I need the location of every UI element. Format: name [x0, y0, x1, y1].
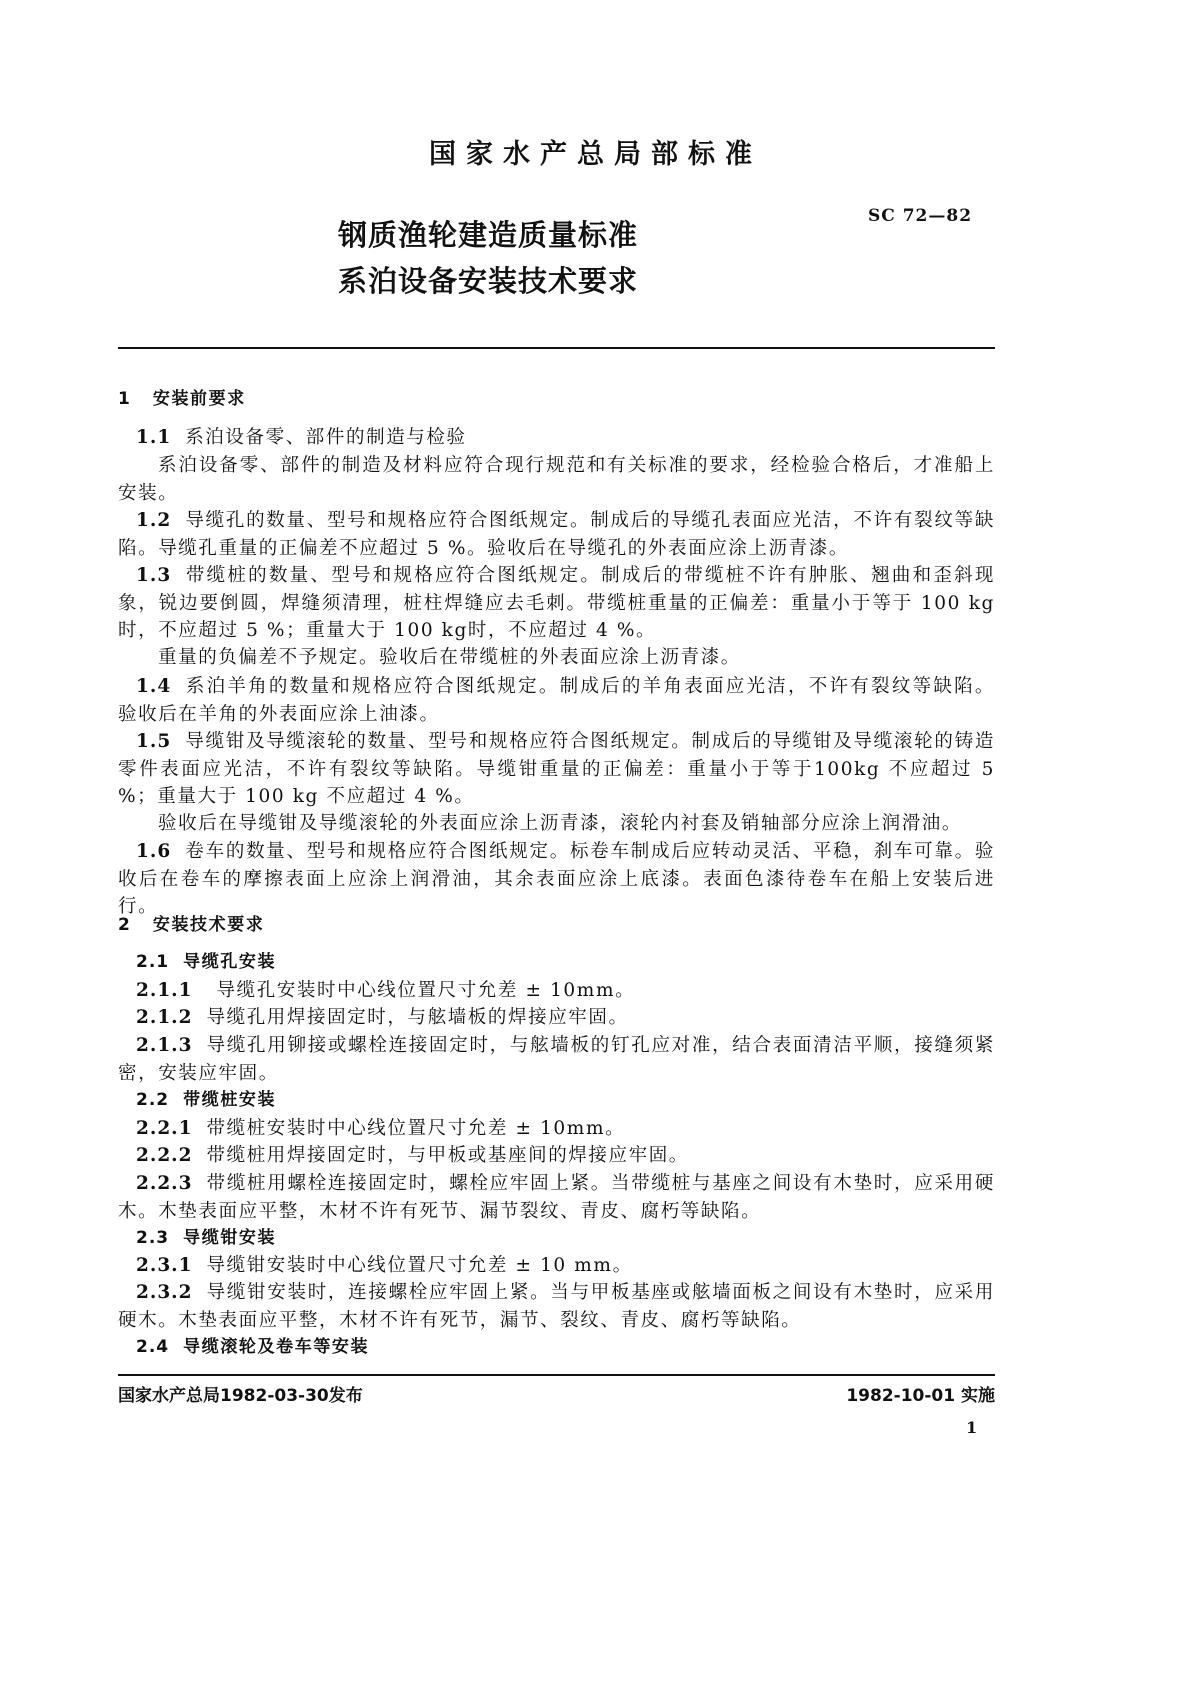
clause-number: 2.1.3: [136, 1035, 193, 1056]
clause-text: 导缆孔用铆接或螺栓连接固定时，与舷墙板的钉孔应对准，结合表面清洁平顺，接缝须紧密，安装应牢固。: [118, 1035, 995, 1084]
section-title: 安装前要求: [152, 389, 246, 409]
clause-number: 2.1.1: [136, 980, 193, 1001]
clause-text: 导缆钳安装时中心线位置尺寸允差 ± 10 mm。: [206, 1255, 633, 1276]
clause-1-1: [118, 424, 995, 452]
effective-date: 1982-10-01 实施: [846, 1386, 995, 1406]
clause-1-3-note: 重量的负偏差不予规定。验收后在带缆桩的外表面应涂上沥青漆。: [158, 647, 741, 668]
clause-text: 带缆桩用螺栓连接固定时，螺栓应牢固上紧。当带缆桩与基座之间设有木垫时，应采用硬木。木垫表面应平整，木材不许有死节、漏节裂纹、青皮、腐朽等缺陷。: [118, 1173, 995, 1222]
section-2-heading: [118, 912, 995, 940]
clause-number: 1.3: [136, 565, 172, 586]
clause-number: 2.2.2: [136, 1145, 193, 1166]
clause-text: 导缆钳安装时，连接螺栓应牢固上紧。当与甲板基座或舷墙面板之间设有木垫时，应采用硬木。木垫表面应平整，木材不许有死节，漏节、裂纹、青皮、腐朽等缺陷。: [118, 1282, 995, 1331]
clause-number: 1.4: [136, 676, 172, 697]
clause-number: 2.3.2: [136, 1282, 193, 1303]
section-number: 1: [118, 389, 131, 409]
clause-text: 带缆桩安装时中心线位置尺寸允差 ± 10mm。: [206, 1118, 626, 1139]
document-title: 钢质渔轮建造质量标准: [337, 218, 638, 252]
clause-2-2-3: [118, 1170, 995, 1225]
clause-number: 1.2: [136, 510, 172, 531]
clause-2-2-1: [118, 1115, 995, 1143]
document-subtitle: 系泊设备安装技术要求: [337, 264, 638, 298]
clause-text: 卷车的数量、型号和规格应符合图纸规定。标卷车制成后应转动灵活、平稳，刹车可靠。验收后在卷车的摩擦表面上应涂上润滑油，其余表面应涂上底漆。表面色漆待卷车在船上安装后进行。: [118, 841, 995, 917]
clause-2-1-3: [118, 1032, 995, 1087]
clause-number: 2.4: [136, 1337, 170, 1357]
clause-2-4: [118, 1334, 995, 1362]
clause-1-6: [118, 838, 995, 921]
clause-1-1-text: 系泊设备零、部件的制造及材料应符合现行规范和有关标准的要求，经检验合格后，才准船上安装。: [118, 455, 995, 504]
clause-number: 2.3.1: [136, 1255, 193, 1276]
section-1-heading: [118, 386, 995, 414]
clause-title: 带缆桩安装: [183, 1090, 277, 1110]
clause-1-2: [118, 507, 995, 562]
clause-title: 导缆钳安装: [183, 1228, 277, 1248]
clause-1-3: [118, 562, 995, 645]
footer-divider: [118, 1374, 995, 1376]
clause-title: 导缆孔安装: [183, 952, 277, 972]
clause-title: 系泊设备零、部件的制造与检验: [185, 427, 467, 448]
issuing-organization: 国家水产总局部标准: [429, 139, 762, 170]
clause-title: 导缆滚轮及卷车等安装: [183, 1337, 370, 1357]
clause-number: 2.3: [136, 1228, 170, 1248]
clause-text: 系泊羊角的数量和规格应符合图纸规定。制成后的羊角表面应光洁，不许有裂纹等缺陷。 验收后在羊角的外表面应涂上油漆。: [118, 676, 995, 725]
clause-2-1-2: [118, 1004, 995, 1032]
page-number: 1: [966, 1418, 978, 1437]
clause-number: 2.2.3: [136, 1173, 193, 1194]
clause-number: 1.6: [136, 841, 172, 862]
issue-date: 国家水产总局1982-03-30发布: [118, 1386, 363, 1406]
clause-text: 导缆孔的数量、型号和规格应符合图纸规定。制成后的导缆孔表面应光洁，不许有裂纹等缺陷。导缆孔重量的正偏差不应超过 5 %。验收后在导缆孔的外表面应涂上沥青漆。: [118, 510, 995, 559]
standard-code: SC 72—82: [868, 206, 973, 226]
clause-2-1: [118, 949, 995, 977]
clause-number: 2.1.2: [136, 1007, 193, 1028]
clause-number: 1.5: [136, 731, 172, 752]
clause-2-3-2: [118, 1279, 995, 1334]
clause-number: 1.1: [136, 427, 172, 448]
clause-text: 带缆桩用焊接固定时，与甲板或基座间的焊接应牢固。: [206, 1145, 689, 1166]
clause-1-4: [118, 673, 995, 728]
clause-2-2: [118, 1087, 995, 1115]
clause-1-5-note: 验收后在导缆钳及导缆滚轮的外表面应涂上沥青漆，滚轮内衬套及销轴部分应涂上润滑油。: [158, 813, 963, 834]
clause-text: 导缆孔安装时中心线位置尺寸允差 ± 10mm。: [216, 980, 636, 1001]
clause-text: 导缆孔用焊接固定时，与舷墙板的焊接应牢固。: [206, 1007, 629, 1028]
clause-text: 导缆钳及导缆滚轮的数量、型号和规格应符合图纸规定。制成后的导缆钳及导缆滚轮的铸造零件表面应光洁，不许有裂纹等缺陷。导缆钳重量的正偏差：重量小于等于100kg 不应超过 5 %；重量大于 100 kg 不应超过 4 %。: [118, 731, 995, 807]
clause-number: 2.2: [136, 1090, 170, 1110]
clause-2-3: [118, 1225, 995, 1253]
header-divider: [118, 347, 995, 349]
clause-2-1-1: [118, 977, 995, 1005]
section-number: 2: [118, 915, 131, 935]
clause-number: 2.2.1: [136, 1118, 193, 1139]
clause-number: 2.1: [136, 952, 170, 972]
clause-2-2-2: [118, 1142, 995, 1170]
section-title: 安装技术要求: [152, 915, 265, 935]
clause-2-3-1: [118, 1252, 995, 1280]
clause-text: 带缆桩的数量、型号和规格应符合图纸规定。制成后的带缆桩不许有肿胀、翘曲和歪斜现象，锐边要倒圆，焊缝须清理，桩柱焊缝应去毛刺。带缆桩重量的正偏差：重量小于等于 100 kg时，不应超过 5 %；重量大于 100 kg时，不应超过 4 %。: [118, 565, 995, 641]
clause-1-5: [118, 728, 995, 811]
